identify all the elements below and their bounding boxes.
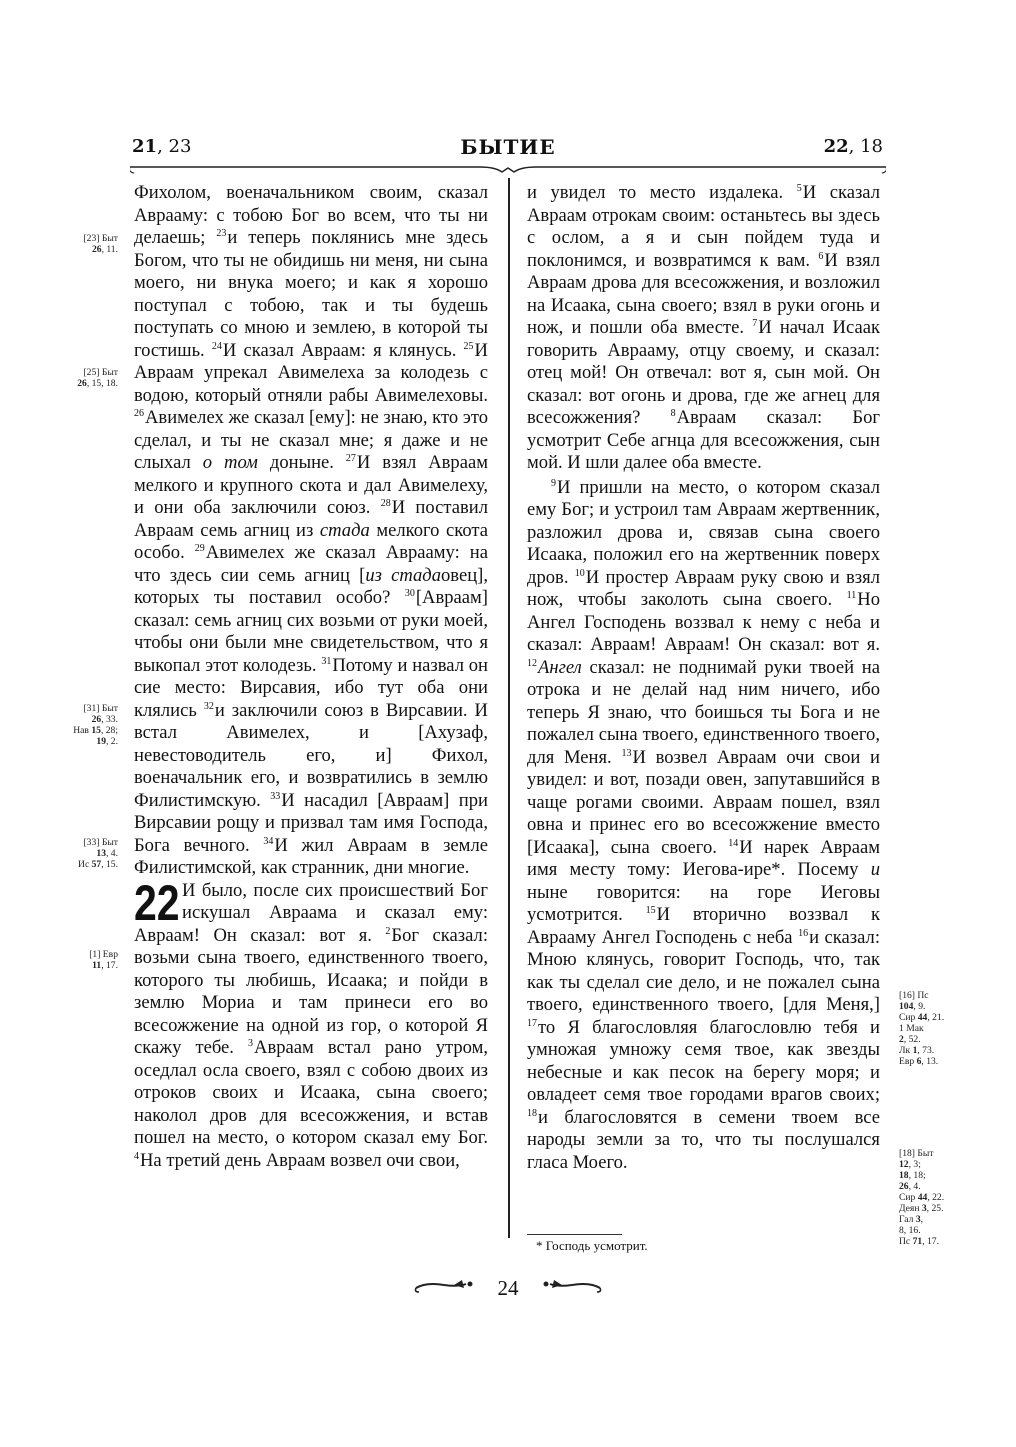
verse-text: И поставил Авраам семь агниц из: [134, 497, 489, 541]
verse-text: и увидел то место издалека.: [527, 182, 784, 203]
verse-text: и сказал: Мною клянусь, говорит Господь, что, так как ты сделал сие дело, и не пожалел сына твоего, единственного твоего, [для Меня,]: [527, 926, 880, 1015]
verse-number: 5: [796, 183, 802, 194]
page-number: 24: [497, 1276, 519, 1300]
verse-text: И вторично воззвал к Аврааму Ангел Господень с неба: [527, 904, 880, 948]
verse-text: И возвел Авраам очи свои и увидел: и вот, позади овен, запутавшийся в чаще рогами своими. Авраам пошел, взял овна и принес его во всесожжение вместо [Исаака], сына своего.: [527, 746, 880, 858]
italic-text: стада: [319, 519, 370, 541]
cross-reference: [16] Пс 104, 9. Сир 44, 21. 1 Мак 2, 52. Лк 1, 73. Евр 6, 13.: [899, 990, 945, 1067]
verse-text: И жил Авраам в земле Филистимской, как странник, дни многие.: [134, 834, 488, 878]
verse-text: И сказал Авраам: я клянусь.: [222, 339, 457, 361]
header-right-chapter: 22: [823, 136, 849, 157]
verse-text: И нарек Авраам имя месту тому: Иегова-ире*. Посему: [527, 836, 880, 880]
chapter-number: 22: [134, 874, 180, 931]
header-ornamental-rule: [130, 164, 886, 174]
cross-reference: [33] Быт 13, 4. Ис 57, 15.: [78, 837, 118, 870]
verse-text: Потому и назвал он сие место: Вирсавия, ибо тут оба они клялись: [134, 654, 489, 721]
page-number-ornament-right: [540, 1276, 602, 1298]
verse-text: Бог сказал: возьми сына твоего, единственного твоего, которого ты любишь, Исаака; и пойди в землю Мориа и там принеси его во всесожжение на одной из гор, о которой Я скажу тебе.: [134, 924, 488, 1058]
verse-text: И начал Исаак говорить Аврааму, отцу своему, и сказал: отец мой! Он отвечал: вот я, сын мой. Он сказал: вот огонь и дрова, где же агнец для всесожжения?: [527, 317, 880, 428]
verse-number: 28: [380, 498, 391, 509]
verse-text: и заключили союз в Вирсавии. И встал Авимелех, и [Ахузаф, невестоводитель его, и] Фихол, военачальник его, и возвратились в землю Филистимскую.: [134, 699, 488, 811]
verse-number: 27: [345, 453, 356, 464]
verse-number: 33: [270, 790, 281, 802]
book-title: БЫТИЕ: [460, 135, 556, 159]
verse-text: ныне говорится: на горе Иеговы усмотрится.: [527, 881, 880, 925]
verse-number: 30: [404, 588, 415, 599]
verse-text: И Авраам упрекал Авимелеха за колодезь с водою, который отняли рабы Авимелеховы.: [134, 339, 488, 406]
italic-text: Ангел: [538, 656, 582, 678]
verse-number: 12: [527, 657, 537, 669]
cross-reference: [25] Быт 26, 15, 18.: [77, 367, 118, 389]
verse-text: Фихолом, военачальником своим, сказал Аврааму: с тобою Бог во всем, что ты ни делаешь;: [134, 182, 488, 248]
chapter-21-paragraph: [134, 182, 488, 880]
verse-text: И было, после сих происшествий Бог искушал Авраама и сказал ему: Авраам! Он сказал: вот я.: [134, 879, 488, 946]
chapter-22-paragraph: [134, 874, 489, 1173]
verse-text: Авраам встал рано утром, оседлал осла своего, взял с собою двоих из отроков своих и Исаака, сына своего; наколол дров для всесожжения, и встав пошел на место, о котором сказал ему Бог.: [134, 1037, 489, 1148]
column-divider: [508, 178, 510, 1238]
verse-number: 23: [216, 228, 227, 239]
cross-reference: [31] Быт 26, 33. Нав 15, 28; 19, 2.: [73, 703, 118, 747]
verse-text: И взял Авраам дрова для всесожжения, и возложил на Исаака, сына своего; взял в руки огонь и нож, и пошли оба вместе.: [527, 249, 880, 338]
verse-text: сказал: не поднимай руки твоей на отрока и не делай над ним ничего, ибо теперь Я знаю, что боишься ты Бога и не пожалел сына твоего, единственного твоего, для Меня.: [527, 656, 880, 768]
verse-text: И простер Авраам руку свою и взял нож, чтобы заколоть сына своего.: [527, 566, 880, 610]
verse-number: 9: [551, 477, 556, 489]
verse-number: 15: [645, 905, 656, 916]
verse-text: мелкого скота особо.: [134, 519, 488, 563]
italic-text: из стада: [365, 564, 441, 586]
verse-text: и благословятся в семени твоем все народы земли за то, что ты послушался гласа Моего.: [527, 1106, 880, 1173]
verse-text: Авимелех же сказал Аврааму: на что здесь сии семь агниц [: [134, 542, 489, 586]
cross-reference: [1] Евр 11, 17.: [89, 949, 118, 971]
header-left-verse: , 23: [157, 136, 192, 157]
footnote: * Господь усмотрит.: [536, 1238, 648, 1253]
verse-number: 10: [574, 567, 585, 579]
verse-number: 17: [527, 1017, 537, 1029]
verse-number: 29: [194, 543, 205, 554]
italic-text: о том: [202, 452, 258, 473]
right-column-text: [527, 182, 880, 1174]
verse-text: и теперь поклянись мне здесь Богом, что ты не обидишь ни меня, ни сына моего, ни внука моего; и как я хорошо поступал с тобою, так и ты будешь поступать со мною и землею, в которой ты гостишь.: [134, 227, 488, 361]
verse-number: 16: [798, 927, 809, 939]
verse-number: 34: [263, 835, 274, 847]
verse-text: Авраам сказал: Бог усмотрит Себе агнца для всесожжения, сын мой. И шли далее оба вместе.: [527, 407, 880, 473]
verse-text: доныне.: [269, 452, 334, 473]
verse-text: то Я благословляя благословлю тебя и умножая умножу семя твое, как звезды небесные и как песок на берегу моря; и овладеет семя твое городами врагов своих;: [527, 1016, 880, 1105]
cross-reference: [18] Быт 12, 3; 18, 18; 26, 4. Сир 44, 22. Деян 3, 25. Гал 3, 8, 16. Пс 71, 17.: [899, 1148, 945, 1247]
verse-number: 14: [728, 837, 739, 849]
verse-number: 13: [621, 747, 632, 759]
left-column-text: [134, 182, 488, 1172]
verse-number: 26: [134, 408, 144, 419]
verse-text: Но Ангел Господень воззвал к нему с неба и сказал: Авраам! Авраам! Он сказал: вот я.: [527, 589, 880, 655]
verse-number: 8: [670, 408, 676, 419]
verse-number: 25: [463, 340, 474, 352]
verse-number: 32: [203, 700, 214, 712]
verse-text: И взял Авраам мелкого и крупного скота и дал Авимелеху, и они оба заключили союз.: [134, 452, 488, 518]
header-left-chapter: 21: [132, 136, 158, 157]
verse-text: овец], которых ты поставил особо?: [134, 564, 489, 608]
verse-text: [Авраам] сказал: семь агниц сих возьми от руки моей, чтобы они были мне свидетельством, что я выкопал этот колодезь.: [134, 587, 488, 676]
footnote-rule: [527, 1234, 622, 1235]
verse-number: 6: [818, 250, 824, 262]
header-right-reference: [824, 136, 883, 158]
verse-text: На третий день Авраам возвел очи свои,: [140, 1149, 460, 1171]
italic-text: и: [870, 859, 880, 880]
verse-number: 2: [385, 925, 391, 937]
verse-text: Авимелех же сказал [ему]: не знаю, кто это сделал, и ты не сказал мне; я даже и не слыхал: [134, 407, 488, 473]
verse-text: И насадил [Авраам] при Вирсавии рощу и призвал там имя Господа, Бога вечного.: [134, 789, 488, 856]
verse-number: 7: [752, 318, 758, 329]
verse-number: 24: [211, 340, 222, 352]
paragraph: [527, 477, 880, 1175]
verse-number: 31: [321, 655, 332, 667]
header-right-verse: , 18: [848, 136, 883, 157]
verse-number: 4: [134, 1150, 139, 1162]
verse-text: И пришли на место, о котором сказал ему Бог; и устроил там Авраам жертвенник, разложил дрова и, связав сына своего Исаака, положил его на жертвенник поверх дров.: [527, 476, 880, 588]
verse-number: 11: [846, 590, 857, 601]
verse-text: И сказал Авраам отрокам своим: останьтесь вы здесь с ослом, а я и сын пойдем туда и поклонимся, и возвратимся к вам.: [527, 182, 880, 271]
paragraph: [527, 182, 880, 475]
verse-number: 18: [527, 1107, 537, 1119]
verse-number: 3: [248, 1038, 254, 1049]
cross-reference: [23] Быт 26, 11.: [83, 233, 118, 255]
